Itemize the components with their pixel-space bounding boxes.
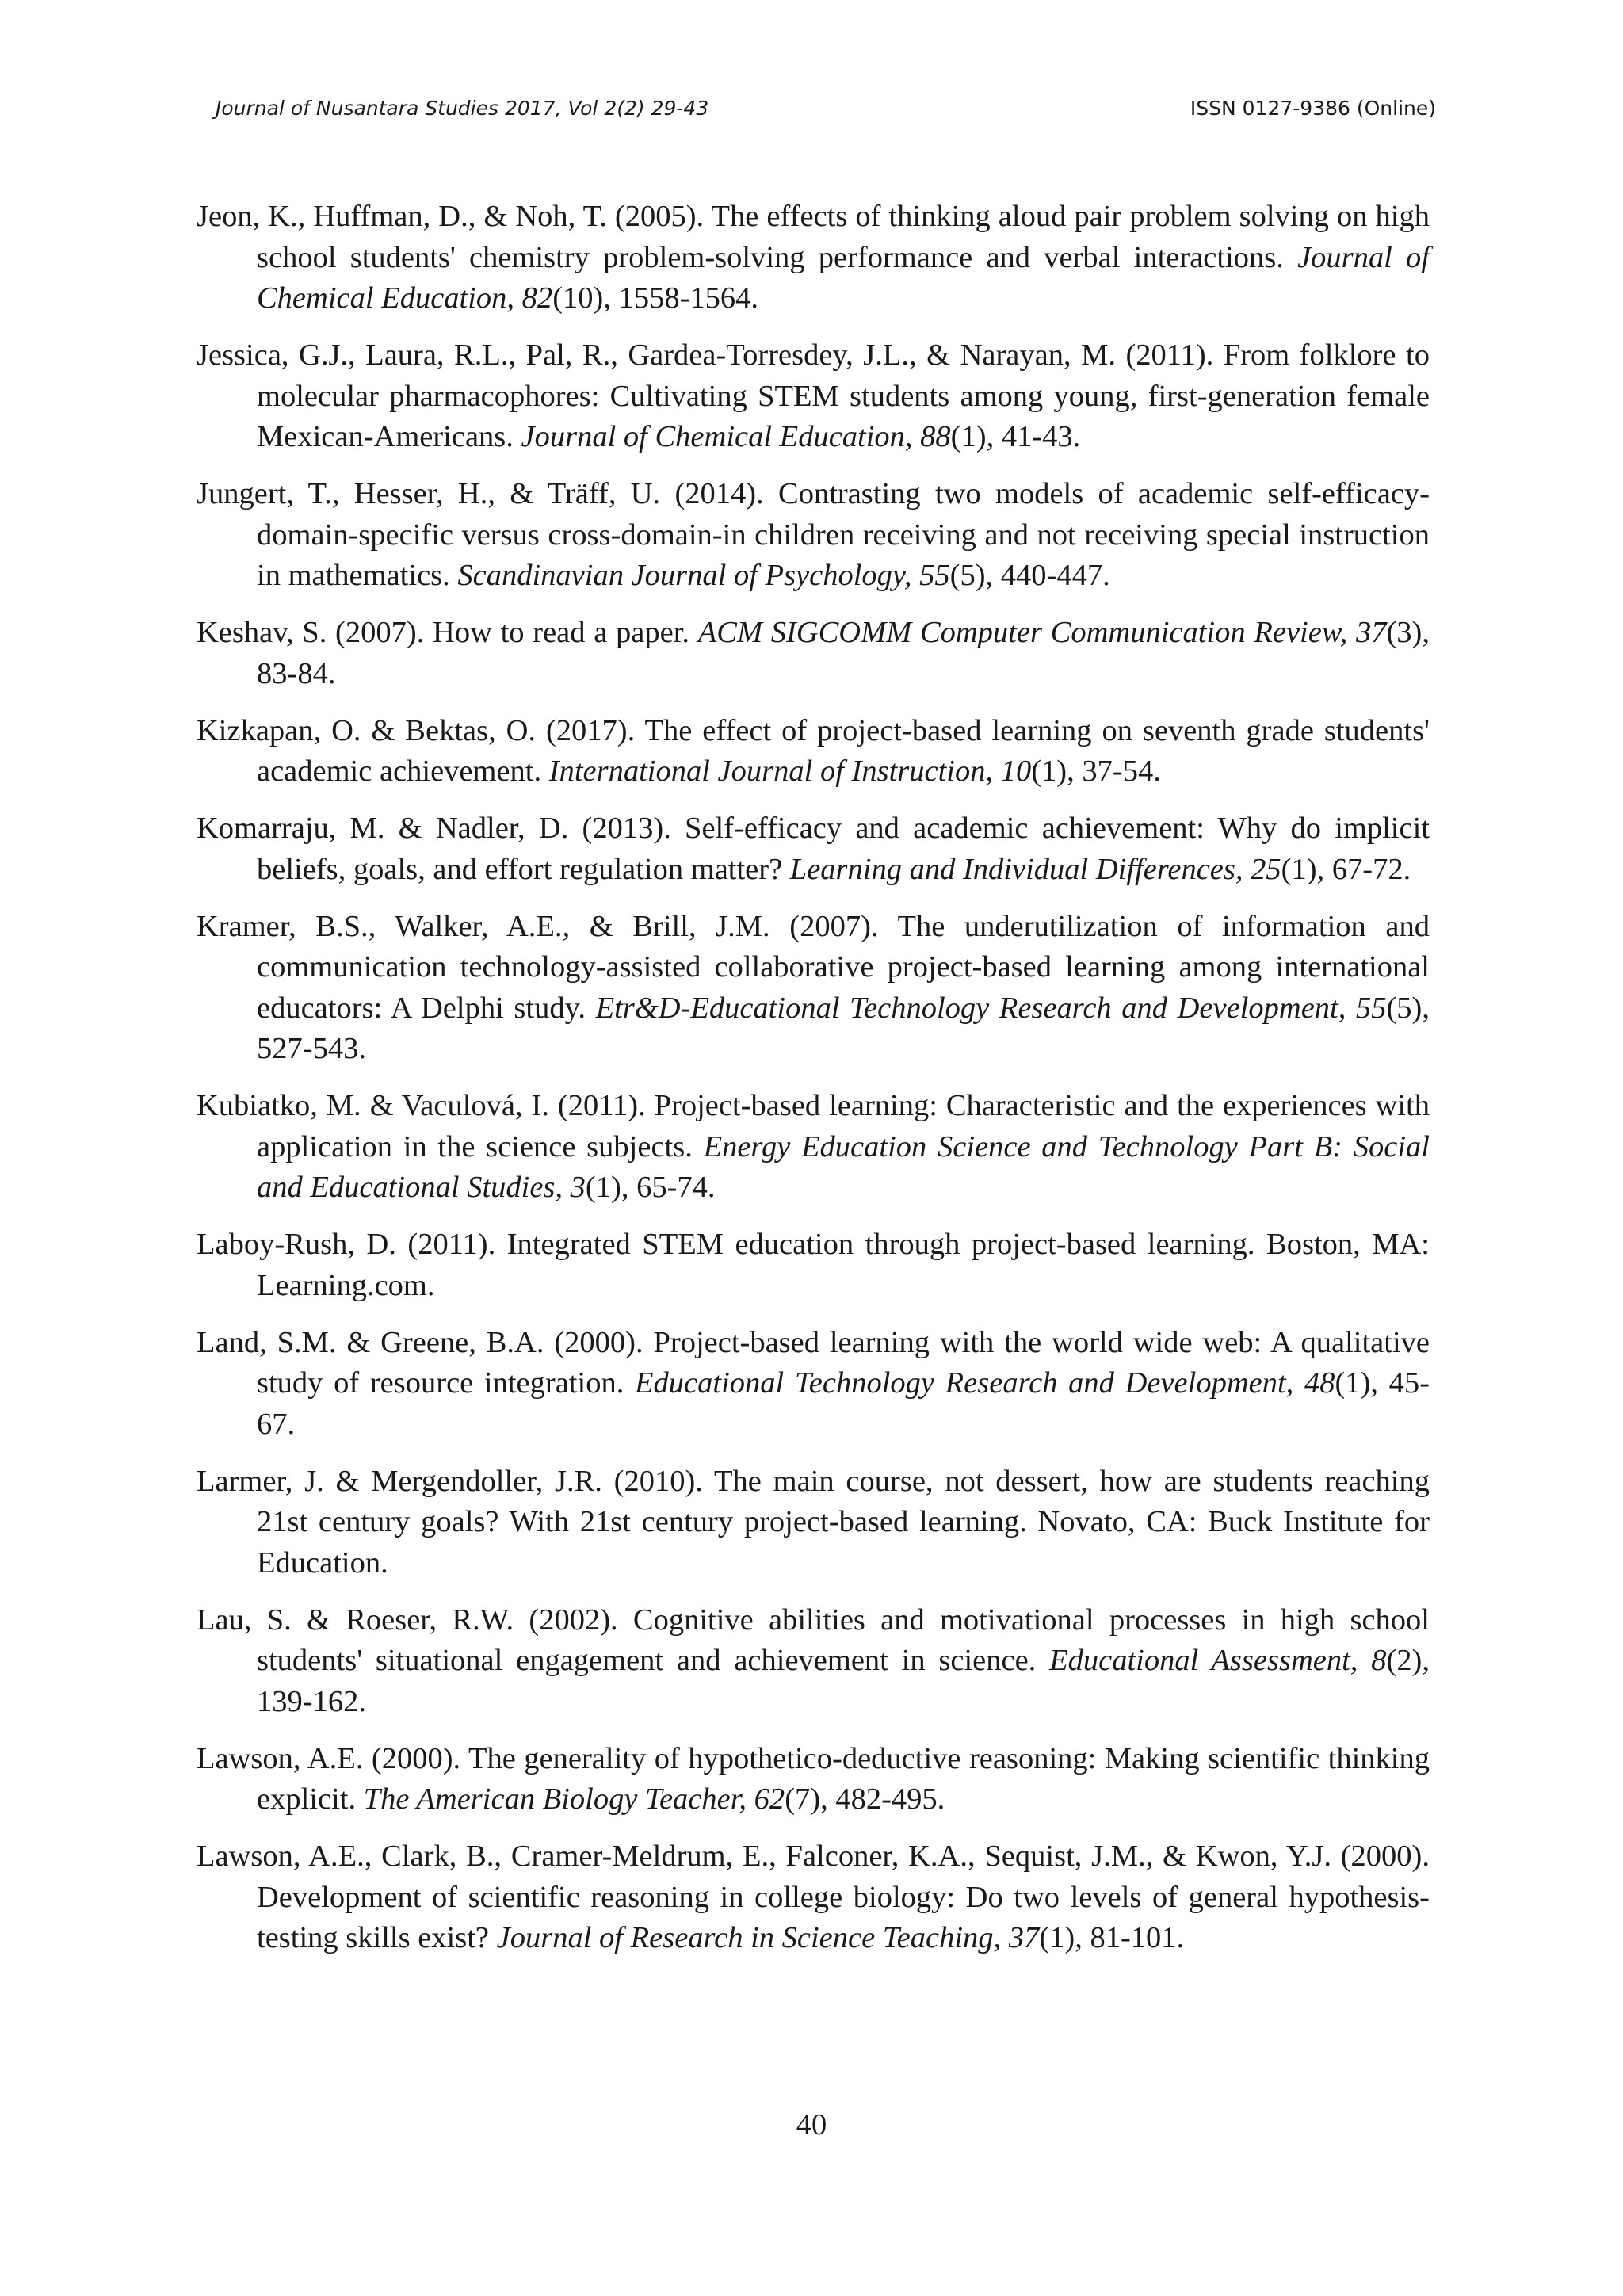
reference-pages: (7), 482-495. [785, 1782, 945, 1816]
reference-body: Kramer, B.S., Walker, A.E., & Brill, J.M. (2007). The underutilization of information and communication technology-assisted collaborative project-based learning among international educators: A Delphi study. [197, 909, 1430, 1025]
reference-body: Keshav, S. (2007). How to read a paper. [197, 616, 698, 649]
reference-entry [197, 808, 1430, 890]
reference-source: Journal of Research in Science Teaching, 37 [496, 1921, 1040, 1954]
reference-source: Journal of Chemical Education, 82 [257, 240, 1430, 315]
reference-body: Larmer, J. & Mergendoller, J.R. (2010). The main course, not dessert, how are students reaching 21st century goals? With 21st century project-based learning. Novato, CA: Buck Institute for Education. [197, 1464, 1430, 1580]
reference-pages: (10), 1558-1564. [552, 281, 759, 315]
reference-pages: (1), 67-72. [1281, 852, 1411, 886]
reference-entry [197, 1086, 1430, 1209]
reference-pages: (5), 440-447. [949, 559, 1110, 592]
reference-entry [197, 613, 1430, 694]
reference-entry [197, 1836, 1430, 1959]
reference-pages: (5), 527-543. [257, 991, 1430, 1065]
reference-source: Journal of Chemical Education, 88 [521, 420, 951, 453]
reference-body: Land, S.M. & Greene, B.A. (2000). Project-based learning with the world wide web: A qualitative study of resource integration. [197, 1325, 1430, 1400]
page-number: 40 [796, 2108, 827, 2141]
page-header [216, 97, 1436, 128]
reference-entry [197, 1224, 1430, 1306]
reference-pages: (1), 81-101. [1039, 1921, 1185, 1954]
reference-body: Jeon, K., Huffman, D., & Noh, T. (2005). The effects of thinking aloud pair problem solving on high school students' chemistry problem-solving performance and verbal interactions. [197, 200, 1430, 274]
reference-body: Lawson, A.E. (2000). The generality of hypothetico-deductive reasoning: Making scientific thinking explicit. [197, 1741, 1430, 1816]
reference-source: The American Biology Teacher, 62 [363, 1782, 785, 1816]
reference-source: Scandinavian Journal of Psychology, 55 [457, 559, 950, 592]
reference-list [197, 197, 1430, 1975]
running-header-issn: ISSN 0127-9386 (Online) [1190, 97, 1436, 120]
reference-entry [197, 711, 1430, 793]
reference-entry [197, 1323, 1430, 1446]
reference-pages: (1), 37-54. [1031, 755, 1161, 788]
reference-source: ACM SIGCOMM Computer Communication Review, 37 [697, 616, 1387, 649]
reference-body: Lau, S. & Roeser, R.W. (2002). Cognitive abilities and motivational processes in high school students' situational engagement and achievement in science. [197, 1603, 1430, 1677]
reference-entry [197, 335, 1430, 458]
reference-pages: (2), 139-162. [257, 1644, 1430, 1718]
reference-pages: (3), 83-84. [257, 616, 1430, 690]
reference-entry [197, 197, 1430, 319]
reference-source: Energy Education Science and Technology Part B: Social and Educational Studies, 3 [257, 1129, 1430, 1204]
reference-body: Lawson, A.E., Clark, B., Cramer-Meldrum, E., Falconer, K.A., Sequist, J.M., & Kwon, Y.J. (2000). Development of scientific reasoning in college biology: Do two levels of general hypothesis-testing skills exist? [197, 1839, 1430, 1954]
reference-entry [197, 1461, 1430, 1584]
reference-entry [197, 1739, 1430, 1820]
reference-entry [197, 1600, 1430, 1723]
reference-entry [197, 474, 1430, 597]
reference-body: Jessica, G.J., Laura, R.L., Pal, R., Gardea-Torresdey, J.L., & Narayan, M. (2011). From folklore to molecular pharmacophores: Cultivating STEM students among young, first-generation female Mexican-Americans. [197, 338, 1430, 453]
reference-source: Learning and Individual Differences, 25 [789, 852, 1281, 886]
reference-body: Kizkapan, O. & Bektas, O. (2017). The effect of project-based learning on seventh grade students' academic achievement. [197, 713, 1430, 788]
reference-pages: (1), 65-74. [585, 1171, 716, 1204]
reference-source: Educational Assessment, 8 [1049, 1644, 1387, 1677]
reference-entry [197, 907, 1430, 1070]
reference-body: Kubiatko, M. & Vaculová, I. (2011). Project-based learning: Characteristic and the experiences with application in the science subjects. [197, 1089, 1430, 1163]
reference-pages: (1), 41-43. [950, 420, 1081, 453]
reference-body: Jungert, T., Hesser, H., & Träff, U. (2014). Contrasting two models of academic self-efficacy-domain-specific versus cross-domain-in children receiving and not receiving special instruction in mathematics. [197, 477, 1430, 592]
reference-source: International Journal of Instruction, 10 [548, 755, 1032, 788]
running-header-journal: Journal of Nusantara Studies 2017, Vol 2(2) 29-43 [216, 97, 709, 120]
reference-body: Komarraju, M. & Nadler, D. (2013). Self-efficacy and academic achievement: Why do implicit beliefs, goals, and effort regulation matter? [197, 812, 1430, 886]
reference-pages: (1), 45-67. [257, 1366, 1430, 1441]
reference-source: Etr&D-Educational Technology Research and Development, 55 [595, 991, 1387, 1025]
reference-source: Educational Technology Research and Development, 48 [635, 1366, 1335, 1400]
reference-body: Laboy-Rush, D. (2011). Integrated STEM education through project-based learning. Boston, MA: Learning.com. [197, 1228, 1430, 1302]
